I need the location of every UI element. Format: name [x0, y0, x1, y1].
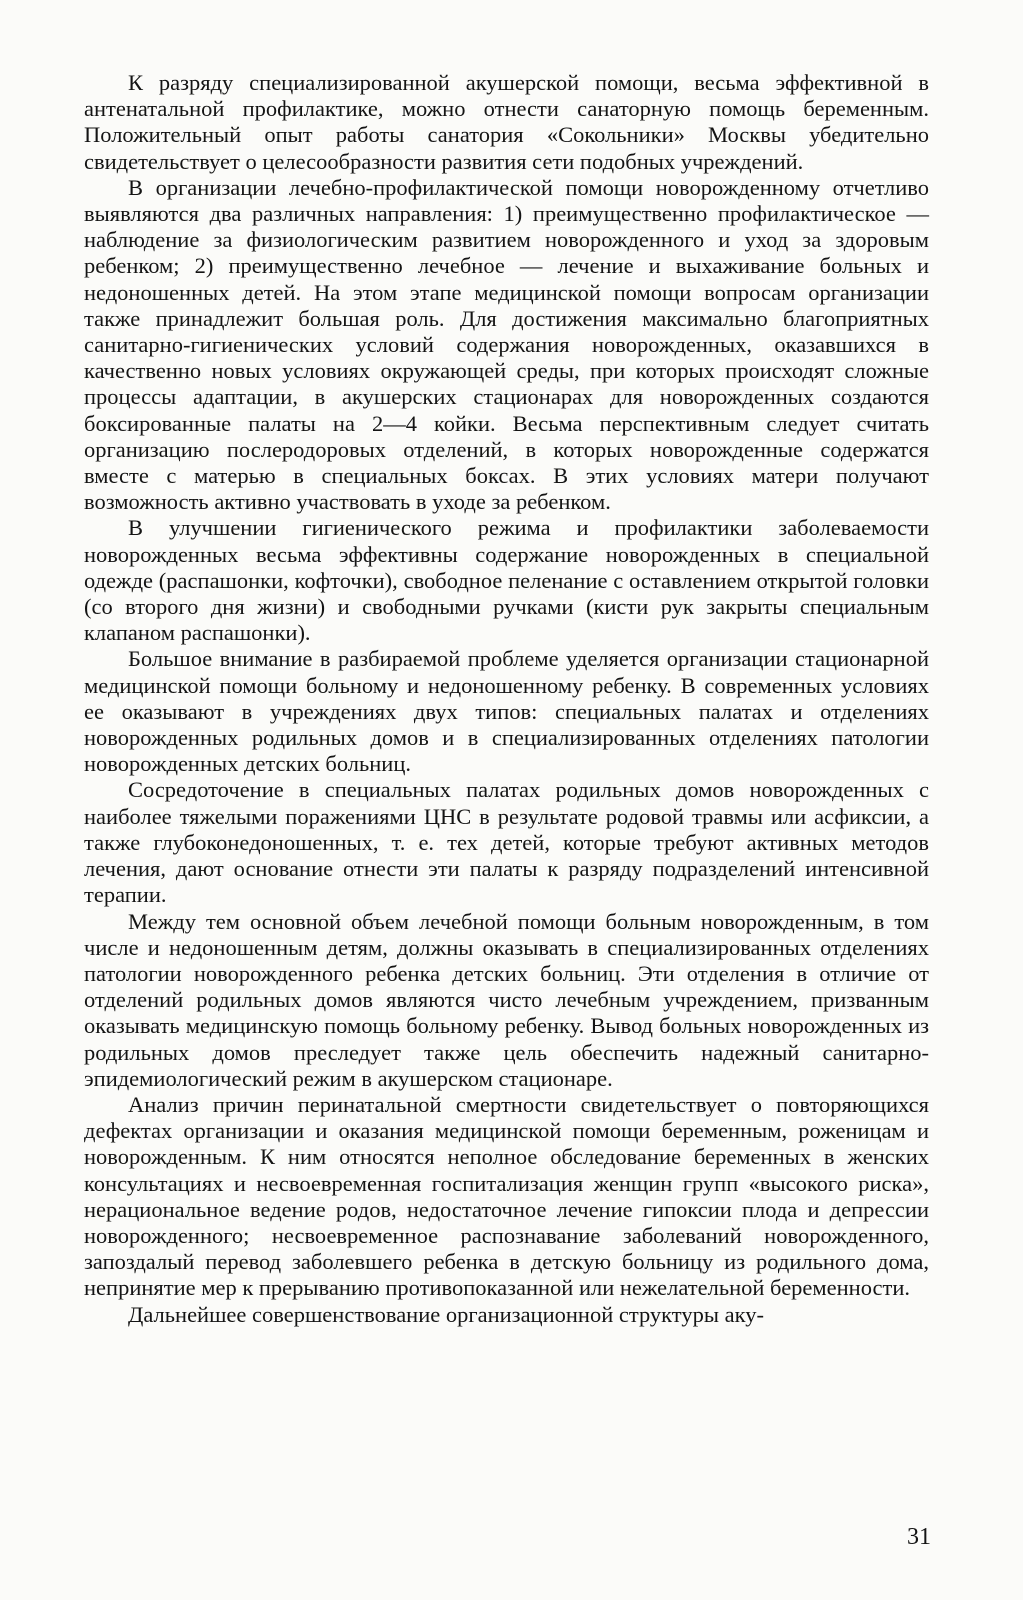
paragraph-7: Анализ причин перинатальной смертности свидетельствует о повторяющихся дефектах организации и оказания медицинской помощи беременным, роженицам и новорожденным. К ним относятся неполное обследование беременных в женских консультациях и несвоевременная госпитализация женщин групп «высокого риска», нерациональное ведение родов, недостаточное лечение гипоксии плода и депрессии новорожденного; несвоевременное распознавание заболеваний новорожденного, запоздалый перевод заболевшего ребенка в детскую больницу из родильного дома, непринятие мер к прерыванию противопоказанной или нежелательной беременности.	[84, 1091, 929, 1301]
paragraph-3: В улучшении гигиенического режима и профилактики заболеваемости новорожденных весьма эффективны содержание новорожденных в специальной одежде (распашонки, кофточки), свободное пеленание с оставлением открытой головки (со второго дня жизни) и свободными ручками (кисти рук закрыты специальным клапаном распашонки).	[84, 515, 929, 646]
body-text	[84, 70, 929, 1328]
page-number: 31	[907, 1524, 931, 1550]
paragraph-1: К разряду специализированной акушерской помощи, весьма эффективной в антенатальной профилактике, можно отнести санаторную помощь беременным. Положительный опыт работы санатория «Сокольники» Москвы убедительно свидетельствует о целесообразности развития сети подобных учреждений.	[84, 70, 929, 174]
paragraph-6: Между тем основной объем лечебной помощи больным новорожденным, в том числе и недоношенным детям, должны оказывать в специализированных отделениях патологии новорожденного ребенка детских больниц. Эти отделения в отличие от отделений родильных домов являются чисто лечебным учреждением, призванным оказывать медицинскую помощь больному ребенку. Вывод больных новорожденных из родильных домов преследует также цель обеспечить надежный санитарно-эпидемиологический режим в акушерском стационаре.	[84, 908, 929, 1091]
paragraph-4: Большое внимание в разбираемой проблеме уделяется организации стационарной медицинской помощи больному и недоношенному ребенку. В современных условиях ее оказывают в учреждениях двух типов: специальных палатах и отделениях новорожденных родильных домов и в специализированных отделениях патологии новорожденных детских больниц.	[84, 646, 929, 777]
paragraph-5: Сосредоточение в специальных палатах родильных домов новорожденных с наиболее тяжелыми поражениями ЦНС в результате родовой травмы или асфиксии, а также глубоконедоношенных, т. е. тех детей, которые требуют активных методов лечения, дают основание отнести эти палаты к разряду подразделений интенсивной терапии.	[84, 777, 929, 908]
paragraph-2: В организации лечебно-профилактической помощи новорожденному отчетливо выявляются два различных направления: 1) преимущественно профилактическое — наблюдение за физиологическим развитием новорожденного и уход за здоровым ребенком; 2) преимущественно лечебное — лечение и выхаживание больных и недоношенных детей. На этом этапе медицинской помощи вопросам организации также принадлежит большая роль. Для достижения максимально благоприятных санитарно-гигиенических условий содержания новорожденных, оказавшихся в качественно новых условиях окружающей среды, при которых происходят сложные процессы адаптации, в акушерских стационарах для новорожденных создаются боксированные палаты на 2—4 койки. Весьма перспективным следует считать организацию послеродоровых отделений, в которых новорожденные содержатся вместе с матерью в специальных боксах. В этих условиях матери получают возможность активно участвовать в уходе за ребенком.	[84, 174, 929, 515]
paragraph-8: Дальнейшее совершенствование организационной структуры аку-	[128, 1301, 764, 1327]
